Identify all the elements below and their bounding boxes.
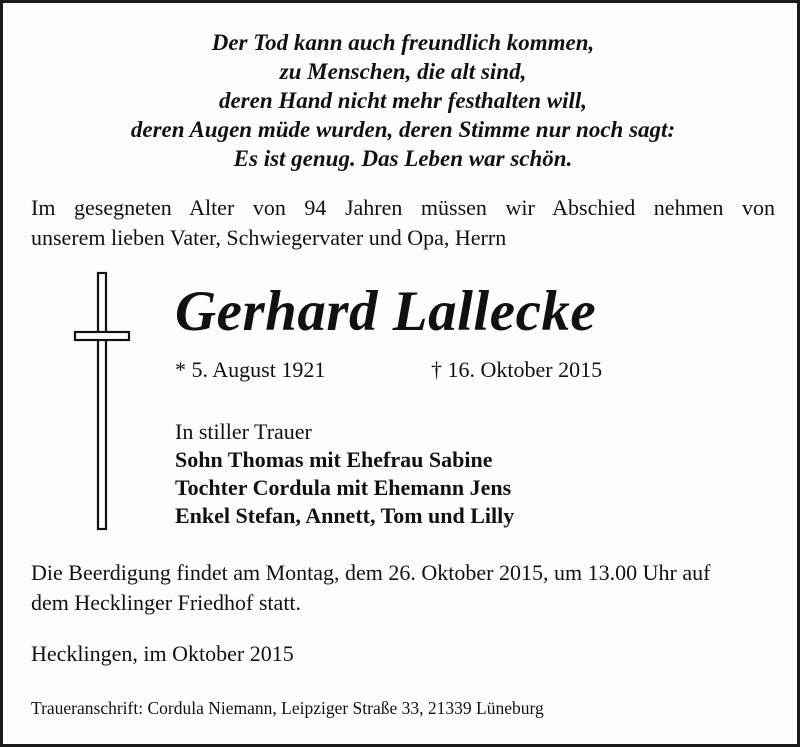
place-date: Hecklingen, im Oktober 2015 — [31, 641, 294, 666]
deceased-name: Gerhard Lallecke — [175, 280, 597, 343]
mourning-address: Traueranschrift: Cordula Niemann, Leipziger Straße 33, 21339 Lüneburg — [31, 698, 544, 718]
poem-line: zu Menschen, die alt sind, — [279, 59, 527, 84]
mourner-line: Enkel Stefan, Annett, Tom und Lilly — [175, 503, 515, 528]
mourners-block — [175, 418, 514, 530]
latin-cross-icon — [3, 3, 143, 543]
intro-line: unserem lieben Vater, Schwiegervater und Opa, Herrn — [31, 225, 507, 250]
poem-line: Der Tod kann auch freundlich kommen, — [211, 30, 595, 55]
poem-line: Es ist genug. Das Leben war schön. — [233, 146, 573, 171]
mourning-heading: In stiller Trauer — [175, 419, 312, 444]
birth-date: * 5. August 1921 — [175, 357, 326, 382]
poem-line: deren Hand nicht mehr festhalten will, — [218, 88, 588, 113]
intro-line: Im gesegneten Alter von 94 Jahren müssen wir Abschied nehmen von — [31, 195, 775, 220]
mourner-line: Tochter Cordula mit Ehemann Jens — [175, 475, 512, 500]
funeral-info — [31, 558, 710, 618]
poem-line: deren Augen müde wurden, deren Stimme nur noch sagt: — [130, 117, 676, 142]
funeral-line: Die Beerdigung findet am Montag, dem 26. Oktober 2015, um 13.00 Uhr auf — [31, 560, 711, 585]
mourner-line: Sohn Thomas mit Ehefrau Sabine — [175, 447, 493, 472]
death-date: † 16. Oktober 2015 — [431, 357, 603, 382]
funeral-line: dem Hecklinger Friedhof statt. — [31, 590, 302, 615]
